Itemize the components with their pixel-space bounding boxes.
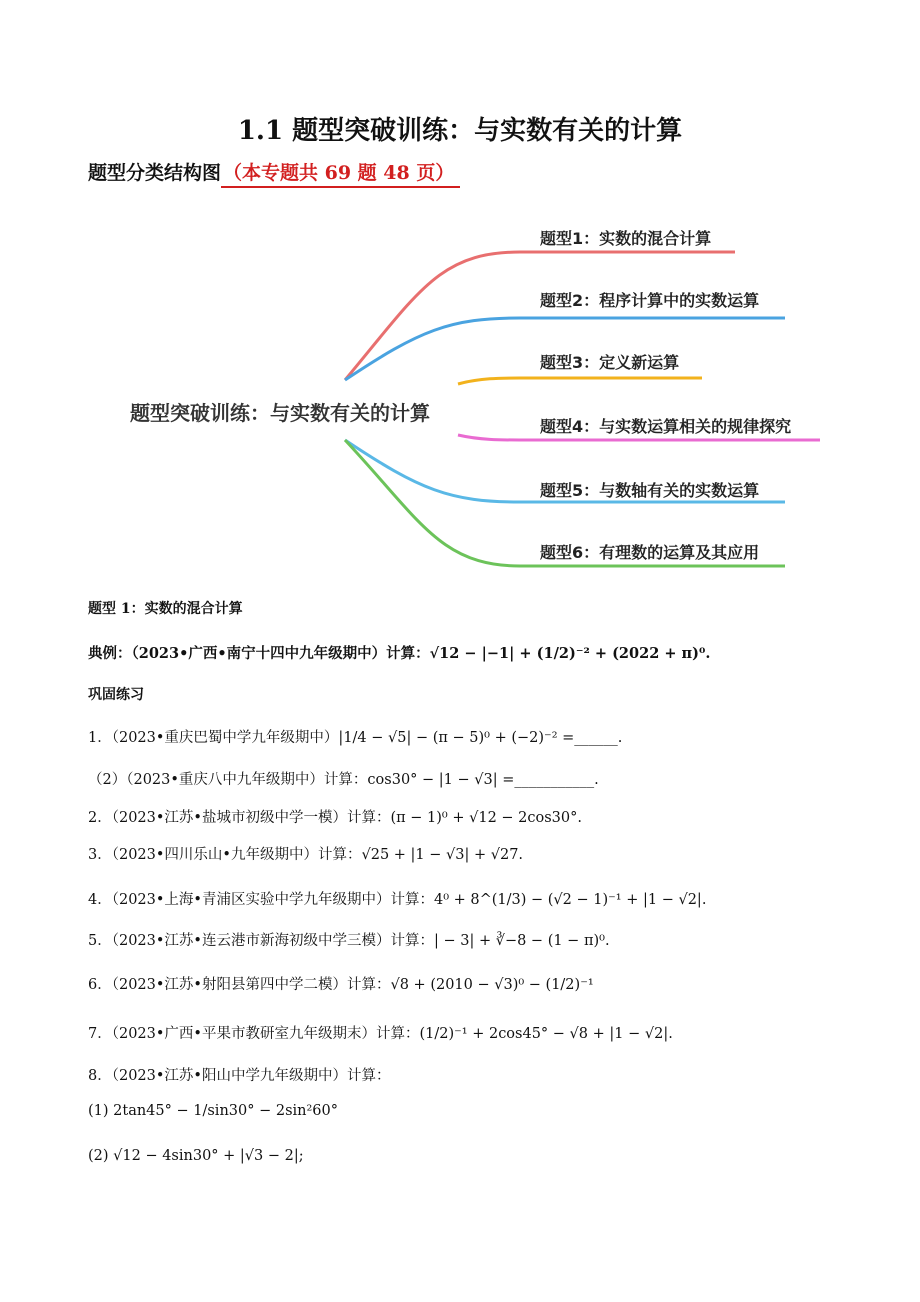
problem-4: 4．（2023•上海•青浦区实验中学九年级期中）计算：4⁰ + 8^(1/3) − (√2 − 1)⁻¹ + |1 − √2|. [88,892,707,908]
structure-heading [88,158,460,185]
branch-1-label: 题型1：实数的混合计算 [540,229,712,248]
problem-2: 2．（2023•江苏•盐城市初级中学一模）计算：(π − 1)⁰ + √12 − 2cos30°. [88,810,582,826]
practice-heading: 巩固练习 [88,687,144,703]
structure-heading-label: 题型分类结构图 [88,162,222,184]
example-problem: 典例：（2023•广西•南宁十四中九年级期中）计算：√12 − |−1| + (1/2)⁻² + (2022 + π)⁰. [88,645,711,662]
mindmap [0,200,920,600]
branch-3-label: 题型3：定义新运算 [540,353,680,372]
mindmap-root: 题型突破训练：与实数有关的计算 [130,401,430,425]
mindmap-branch-4 [458,417,820,440]
branch-3-curve [458,378,702,384]
problem-7: 7．（2023•广西•平果市教研室九年级期末）计算：(1/2)⁻¹ + 2cos45° − √8 + |1 − √2|. [88,1026,673,1042]
mindmap-branch-5 [345,440,785,502]
mindmap-branch-3 [458,353,702,384]
problem-8-part-2: (2) √12 − 4sin30° + |√3 − 2|; [88,1148,304,1164]
section-heading: 题型 1：实数的混合计算 [88,601,243,617]
problem-1-2: （2）（2023•重庆八中九年级期中）计算：cos30° − |1 − √3| =___________. [88,772,599,788]
problem-1: 1．（2023•重庆巴蜀中学九年级期中）|1/4 − √5| − (π − 5)⁰ + (−2)⁻² =______. [88,730,623,746]
branch-6-label: 题型6：有理数的运算及其应用 [540,543,760,562]
branch-5-label: 题型5：与数轴有关的实数运算 [540,481,760,500]
problem-8: 8．（2023•江苏•阳山中学九年级期中）计算： [88,1068,391,1084]
branch-2-label: 题型2：程序计算中的实数运算 [540,291,760,310]
branch-4-label: 题型4：与实数运算相关的规律探究 [540,417,792,436]
problem-8-part-1: (1) 2tan45° − 1/sin30° − 2sin²60° [88,1103,339,1119]
problem-6: 6．（2023•江苏•射阳县第四中学二模）计算：√8 + (2010 − √3)⁰ − (1/2)⁻¹ [88,977,594,993]
problem-5: 5．（2023•江苏•连云港市新海初级中学三模）计算：| − 3| + ∛−8 − (1 − π)⁰. [88,933,610,949]
page-title: 1.1 题型突破训练：与实数有关的计算 [237,116,683,146]
structure-heading-note: （本专题共 69 题 48 页） [221,162,460,188]
problem-3: 3．（2023•四川乐山•九年级期中）计算：√25 + |1 − √3| + √27. [88,847,524,863]
